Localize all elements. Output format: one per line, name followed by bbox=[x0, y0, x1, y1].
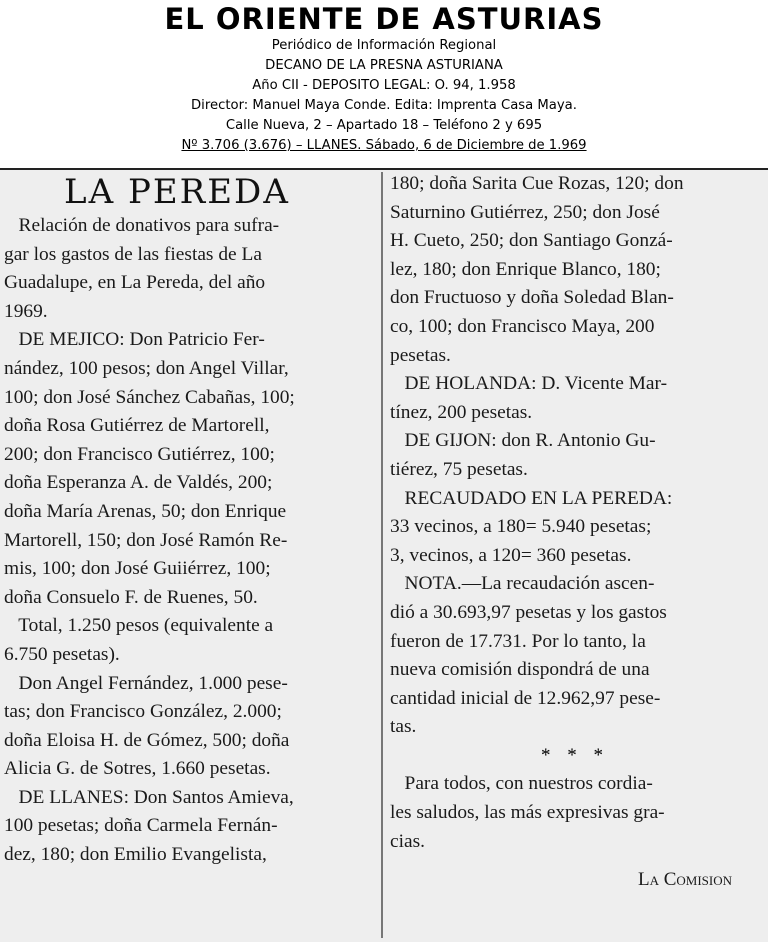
text-line: 3, vecinos, a 120= 360 pesetas. bbox=[390, 544, 632, 566]
article-body-right bbox=[390, 170, 760, 742]
text-line: don Fructuoso y doña Soledad Blan- bbox=[390, 287, 674, 309]
text-line: dió a 30.693,97 pesetas y los gastos bbox=[390, 601, 667, 623]
text-line: co, 100; don Francisco Maya, 200 bbox=[390, 315, 655, 337]
text-line: Para todos, con nuestros cordia- bbox=[390, 773, 653, 795]
text-line: pesetas. bbox=[390, 344, 451, 366]
article-body-left bbox=[4, 212, 374, 870]
text-line: Relación de donativos para sufra- bbox=[4, 215, 280, 236]
text-line: H. Cueto, 250; don Santiago Gonzá- bbox=[390, 230, 673, 252]
masthead-address: Calle Nueva, 2 – Apartado 18 – Teléfono 2 y 695 bbox=[225, 118, 543, 133]
section-separator: * * * bbox=[541, 744, 609, 766]
masthead bbox=[0, 0, 768, 170]
text-line: doña Eloisa H. de Gómez, 500; doña bbox=[4, 729, 290, 751]
text-line: 200; don Francisco Gutiérrez, 100; bbox=[4, 443, 275, 465]
text-line: DE LLANES: Don Santos Amieva, bbox=[4, 786, 294, 808]
text-line: RECAUDADO EN LA PEREDA: bbox=[390, 487, 673, 509]
masthead-legal: Año CII - DEPOSITO LEGAL: O. 94, 1.958 bbox=[252, 78, 516, 93]
text-line: 33 vecinos, a 180= 5.940 pesetas; bbox=[390, 516, 652, 538]
text-line: Total, 1.250 pesos (equivalente a bbox=[4, 615, 274, 637]
text-line: 100; don José Sánchez Cabañas, 100; bbox=[4, 386, 295, 408]
text-line: 180; doña Sarita Cue Rozas, 120; don bbox=[390, 173, 684, 194]
text-line: DE GIJON: don R. Antonio Gu- bbox=[390, 430, 656, 452]
text-line: Guadalupe, en La Pereda, del año bbox=[4, 272, 266, 294]
text-line: doña María Arenas, 50; don Enrique bbox=[4, 500, 287, 522]
masthead-tagline: DECANO DE LA PRESNA ASTURIANA bbox=[265, 58, 503, 73]
text-line: cias. bbox=[390, 830, 425, 852]
text-line: DE HOLANDA: D. Vicente Mar- bbox=[390, 373, 668, 395]
text-line: tas. bbox=[390, 716, 417, 738]
text-line: nández, 100 pesos; don Angel Villar, bbox=[4, 357, 289, 379]
masthead-director: Director: Manuel Maya Conde. Edita: Imprenta Casa Maya. bbox=[191, 98, 577, 113]
text-line: les saludos, las más expresivas gra- bbox=[390, 802, 665, 824]
text-line: 1969. bbox=[4, 300, 48, 322]
text-line: mis, 100; don José Guiiérrez, 100; bbox=[4, 558, 271, 580]
text-line: tínez, 200 pesetas. bbox=[390, 401, 533, 423]
column-divider bbox=[381, 172, 383, 938]
text-line: Alicia G. de Sotres, 1.660 pesetas. bbox=[4, 758, 271, 780]
masthead-subtitle: Periódico de Información Regional bbox=[271, 38, 497, 53]
text-line: fueron de 17.731. Por lo tanto, la bbox=[390, 630, 646, 652]
text-line: 100 pesetas; doña Carmela Fernán- bbox=[4, 815, 278, 837]
text-line: Don Angel Fernández, 1.000 pese- bbox=[4, 672, 288, 694]
text-line: doña Esperanza A. de Valdés, 200; bbox=[4, 472, 273, 494]
text-line: DE MEJICO: Don Patricio Fer- bbox=[4, 329, 265, 351]
newspaper-title: EL ORIENTE DE ASTURIAS bbox=[164, 2, 604, 36]
text-line: cantidad inicial de 12.962,97 pese- bbox=[390, 687, 661, 709]
text-line: Saturnino Gutiérrez, 250; don José bbox=[390, 201, 660, 223]
article-column-left bbox=[4, 170, 374, 942]
text-line: dez, 180; don Emilio Evangelista, bbox=[4, 844, 267, 866]
article-heading: LA PEREDA bbox=[64, 172, 290, 212]
masthead-issue: Nº 3.706 (3.676) – LLANES. Sábado, 6 de Diciembre de 1.969 bbox=[181, 138, 587, 153]
article-closing bbox=[390, 770, 760, 856]
text-line: lez, 180; don Enrique Blanco, 180; bbox=[390, 258, 661, 280]
article-column-right bbox=[390, 170, 760, 942]
text-line: gar los gastos de las fiestas de La bbox=[4, 243, 262, 265]
text-line: doña Consuelo F. de Ruenes, 50. bbox=[4, 586, 258, 608]
text-line: doña Rosa Gutiérrez de Martorell, bbox=[4, 415, 270, 437]
text-line: NOTA.—La recaudación ascen- bbox=[390, 573, 655, 595]
text-line: nueva comisión dispondrá de una bbox=[390, 659, 650, 681]
article-clipping bbox=[0, 168, 768, 942]
text-line: Martorell, 150; don José Ramón Re- bbox=[4, 529, 288, 551]
text-line: tas; don Francisco González, 2.000; bbox=[4, 701, 282, 723]
article-signature: La Comision bbox=[637, 869, 732, 891]
text-line: tiérez, 75 pesetas. bbox=[390, 458, 528, 480]
text-line: 6.750 pesetas). bbox=[4, 643, 120, 665]
